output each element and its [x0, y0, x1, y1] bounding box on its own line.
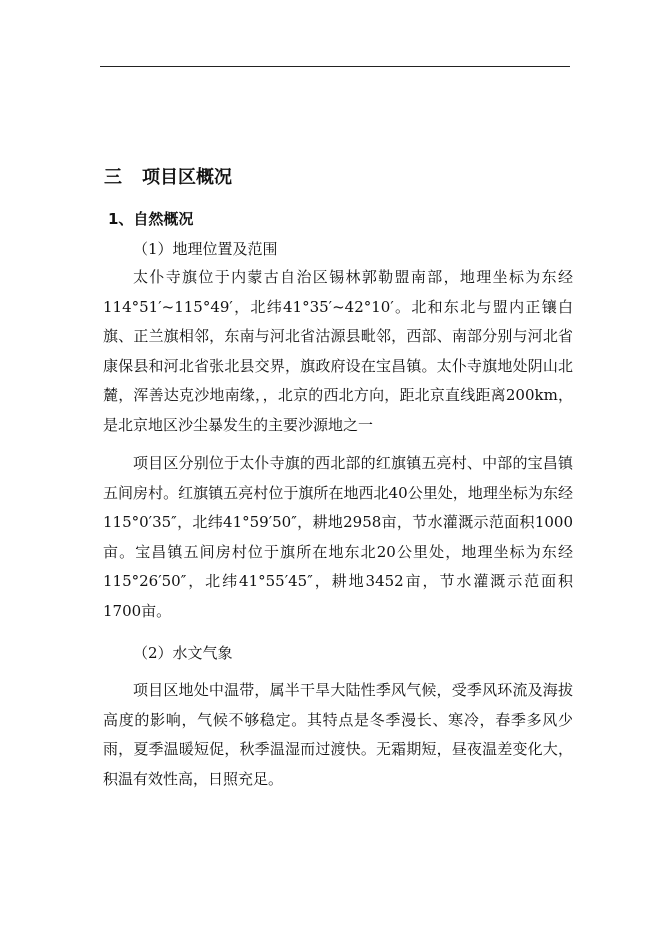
part2-heading: （2）水文气象 — [133, 644, 233, 662]
part1-heading: （1）地理位置及范围 — [133, 240, 278, 258]
part1-paragraph-location: 太仆寺旗位于内蒙古自治区锡林郭勒盟南部，地理坐标为东经114°51′~115°49′，北纬41°35′~42°10′。北和东北与盟内正镶白旗、正兰旗相邻，东南与河北省沽源县毗邻，西部、南部分别与河北省康保县和河北省张北县交界，旗政府设在宝昌镇。太仆寺旗地处阴山北麓，浑善达克沙地南缘，，北京的西北方向，距北京直线距离200km，是北京地区沙尘暴发生的主要沙源地之一 — [103, 268, 573, 434]
section-number: 三 — [104, 167, 122, 188]
subsection-title: 1、自然概况 — [108, 210, 194, 228]
header-rule — [100, 66, 570, 67]
section-title — [104, 163, 232, 189]
section-title-text: 项目区概况 — [142, 167, 232, 188]
part2-paragraph-climate: 项目区地处中温带，属半干旱大陆性季风气候，受季风环流及海拔高度的影响，气候不够稳定。其特点是冬季漫长、寒冷，春季多风少雨，夏季温暖短促，秋季温湿而过渡快。无霜期短，昼夜温差变化大，积温有效性高，日照充足。 — [103, 681, 573, 788]
part1-paragraph-project-area: 项目区分别位于太仆寺旗的西北部的红旗镇五亮村、中部的宝昌镇五间房村。红旗镇五亮村位于旗所在地西北40公里处，地理坐标为东经115°0′35″，北纬41°59′50″，耕地2958亩，节水灌溉示范面积1000亩。宝昌镇五间房村位于旗所在地东北20公里处，地理坐标为东经115°26′50″，北纬41°55′45″，耕地3452亩，节水灌溉示范面积1700亩。 — [103, 454, 573, 620]
